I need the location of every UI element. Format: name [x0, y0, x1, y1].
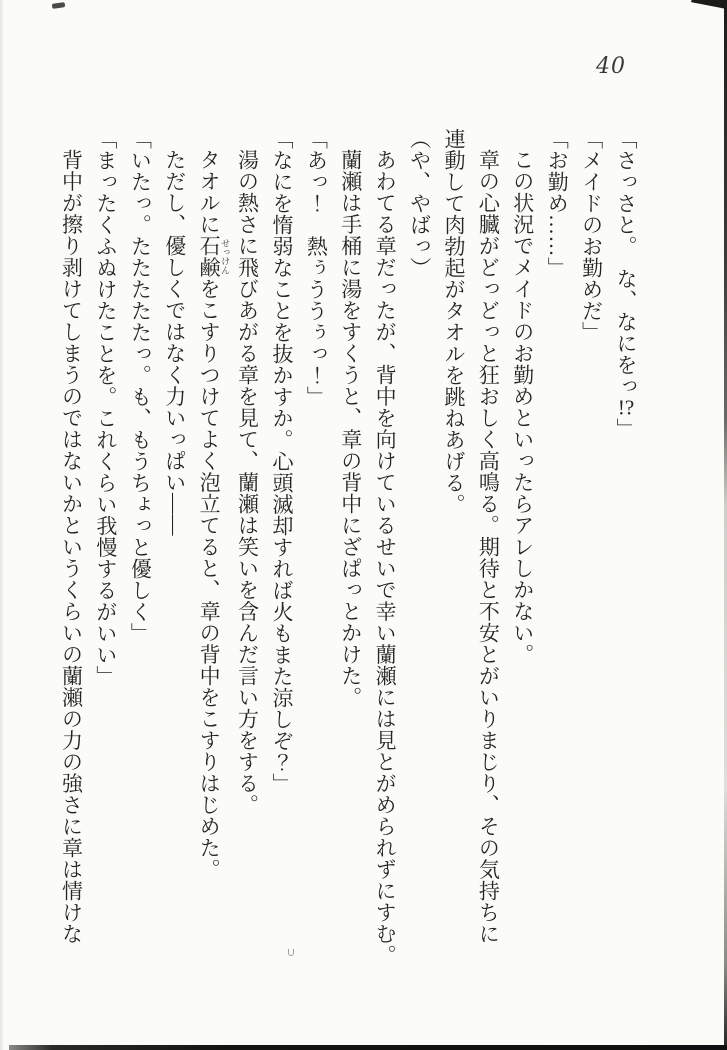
text-line: [230, 128, 264, 980]
ruby-annotated-word: [197, 235, 231, 278]
text-line: [157, 128, 191, 980]
text-segment: 章の心臓がどっどっと狂おしく高鳴る。期待と不安とがいりまじり、その気持ちに: [476, 149, 501, 945]
text-segment: 「さっさと。 な、なにをっ: [614, 128, 638, 397]
text-segment: 「お勤め……」: [545, 128, 570, 279]
ruby-base: 石鹸: [197, 235, 222, 278]
text-segment: タオルに: [197, 149, 222, 235]
text-segment: 」: [614, 418, 638, 440]
scan-speck: [288, 949, 294, 956]
text-segment: 「いたっ。たたたたたっ。も、もうちょっと優しく」: [128, 128, 153, 644]
text-segment: 連動して肉勃起がタオルを跳ねあげる。: [441, 128, 466, 515]
text-line: [368, 128, 402, 980]
text-line: [57, 128, 89, 980]
text-line: [471, 128, 505, 980]
text-line: [609, 128, 643, 980]
text-segment: をこすりつけてよく泡立てると、章の背中をこすりはじめた。: [197, 278, 222, 880]
scan-left-edge-shade: [0, 0, 4, 1050]
text-segment: あわてる章だったが、背中を向けているせいで幸い蘭瀬には見とがめられずにすむ。: [373, 149, 398, 966]
page-number: 40: [596, 54, 626, 79]
scan-bottom-edge-bar: [9, 1045, 727, 1050]
text-line: [192, 128, 230, 980]
text-segment: 「あっ！ 熱ぅううぅっ！」: [304, 128, 329, 408]
text-segment: この状況でメイドのお勤めといったらアレしかない。: [510, 149, 535, 665]
text-line: [437, 128, 471, 980]
scan-corner-mark-top-right: [691, 0, 727, 10]
text-segment: 「メイドのお勤めだ」: [579, 128, 604, 343]
text-segment: 湯の熱さに飛びあがる章を見て、蘭瀬は笑いを含んだ言い方をする。: [235, 149, 260, 816]
text-segment: 「なにを惰弱なことを抜かすか。心頭滅却すれば火もまた涼しぞ？」: [269, 128, 294, 795]
ruby-reading: せっけん: [220, 235, 231, 278]
text-line: [540, 128, 574, 980]
text-line: [89, 128, 123, 980]
text-line: [505, 128, 539, 980]
tatechuyoko-segment: !?: [617, 397, 635, 418]
text-segment: 蘭瀬は手桶に湯をすくうと、章の背中にざぱっとかけた。: [338, 149, 363, 708]
scan-mark-top-left: [52, 2, 66, 9]
text-line: [123, 128, 157, 980]
text-line: [574, 128, 608, 980]
text-segment: ただし、優しくではなく力いっぱい――: [162, 149, 187, 536]
text-line: [265, 128, 299, 980]
novel-text-block: [57, 128, 643, 980]
text-segment: 「まったくふぬけたことを。これくらい我慢するがいい」: [93, 128, 118, 687]
text-line: [333, 128, 367, 980]
text-line: [402, 128, 436, 980]
text-segment: （や、やばっ）: [407, 128, 432, 279]
text-line: [299, 128, 333, 980]
text-segment: 背中が擦り剥けてしまうのではないかというくらいの蘭瀬の力の強さに章は情けな: [59, 149, 84, 945]
